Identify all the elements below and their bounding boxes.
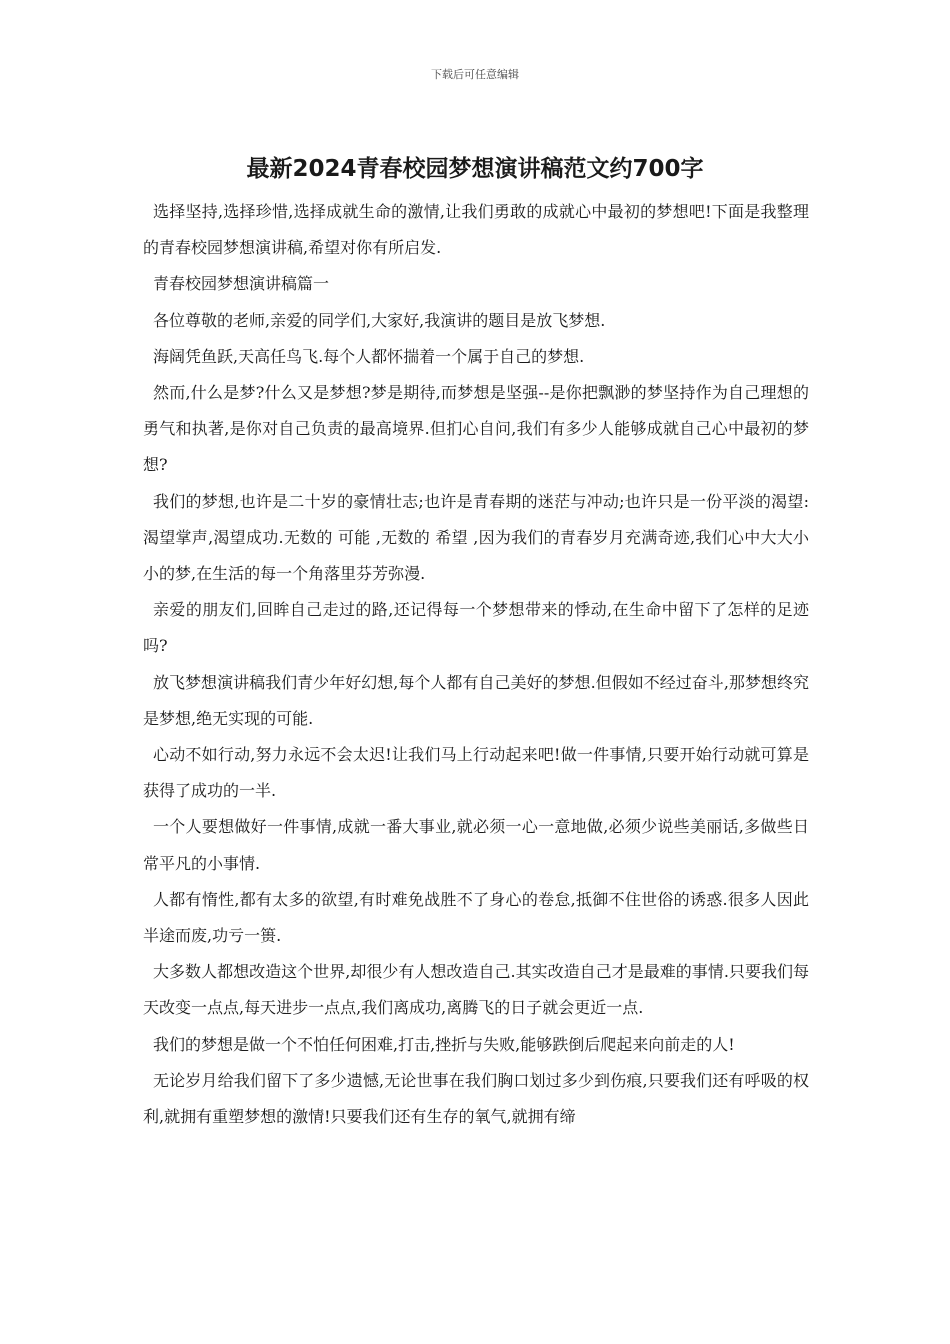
paragraph-3: 各位尊敬的老师,亲爱的同学们,大家好,我演讲的题目是放飞梦想. bbox=[153, 310, 606, 330]
paragraph-14: 无论岁月给我们留下了多少遗憾,无论世事在我们胸口划过多少到伤痕,只要我们还有呼吸的权利,就拥有重塑梦想的激情!只要我们还有生存的氧气,就拥有缔 bbox=[143, 1070, 809, 1127]
paragraph-8: 放飞梦想演讲稿我们青少年好幻想,每个人都有自己美好的梦想.但假如不经过奋斗,那梦想终究是梦想,绝无实现的可能. bbox=[143, 672, 809, 728]
document-body bbox=[143, 194, 809, 1135]
paragraph-2: 青春校园梦想演讲稿篇一 bbox=[153, 274, 330, 294]
paragraph-11: 人都有惰性,都有太多的欲望,有时难免战胜不了身心的卷怠,抵御不住世俗的诱惑.很多人因此半途而废,功亏一篑. bbox=[143, 889, 809, 946]
paragraph-12: 大多数人都想改造这个世界,却很少有人想改造自己.其实改造自己才是最难的事情.只要我们每天改变一点点,每天进步一点点,我们离成功,离腾飞的日子就会更近一点. bbox=[143, 962, 809, 1018]
paragraph-4: 海阔凭鱼跃,天高任鸟飞.每个人都怀揣着一个属于自己的梦想. bbox=[153, 346, 585, 366]
paragraph-1: 选择坚持,选择珍惜,选择成就生命的激情,让我们勇敢的成就心中最初的梦想吧!下面是我整理的青春校园梦想演讲稿,希望对你有所启发. bbox=[143, 202, 809, 258]
paragraph-9: 心动不如行动,努力永远不会太迟!让我们马上行动起来吧!做一件事情,只要开始行动就可算是获得了成功的一半. bbox=[143, 745, 809, 801]
paragraph-6: 我们的梦想,也许是二十岁的豪情壮志;也许是青春期的迷茫与冲动;也许只是一份平淡的渴望:渴望掌声,渴望成功.无数的 可能 ,无数的 希望 ,因为我们的青春岁月充满奇迹,我们心中大大小小的梦,在生活的每一个角落里芬芳弥漫. bbox=[143, 491, 809, 584]
paragraph-7: 亲爱的朋友们,回眸自己走过的路,还记得每一个梦想带来的悸动,在生命中留下了怎样的足迹吗? bbox=[143, 600, 809, 656]
paragraph-10: 一个人要想做好一件事情,成就一番大事业,就必须一心一意地做,必须少说些美丽话,多做些日常平凡的小事情. bbox=[143, 817, 809, 873]
paragraph-5: 然而,什么是梦?什么又是梦想?梦是期待,而梦想是坚强--是你把飘渺的梦坚持作为自己理想的勇气和执著,是你对自己负责的最高境界.但扪心自问,我们有多少人能够成就自己心中最初的梦想? bbox=[143, 383, 809, 475]
paragraph-13: 我们的梦想是做一个不怕任何困难,打击,挫折与失败,能够跌倒后爬起来向前走的人! bbox=[153, 1034, 735, 1054]
document-title: 最新2024青春校园梦想演讲稿范文约700字 bbox=[246, 156, 704, 182]
page-header-note: 下载后可任意编辑 bbox=[431, 68, 519, 81]
